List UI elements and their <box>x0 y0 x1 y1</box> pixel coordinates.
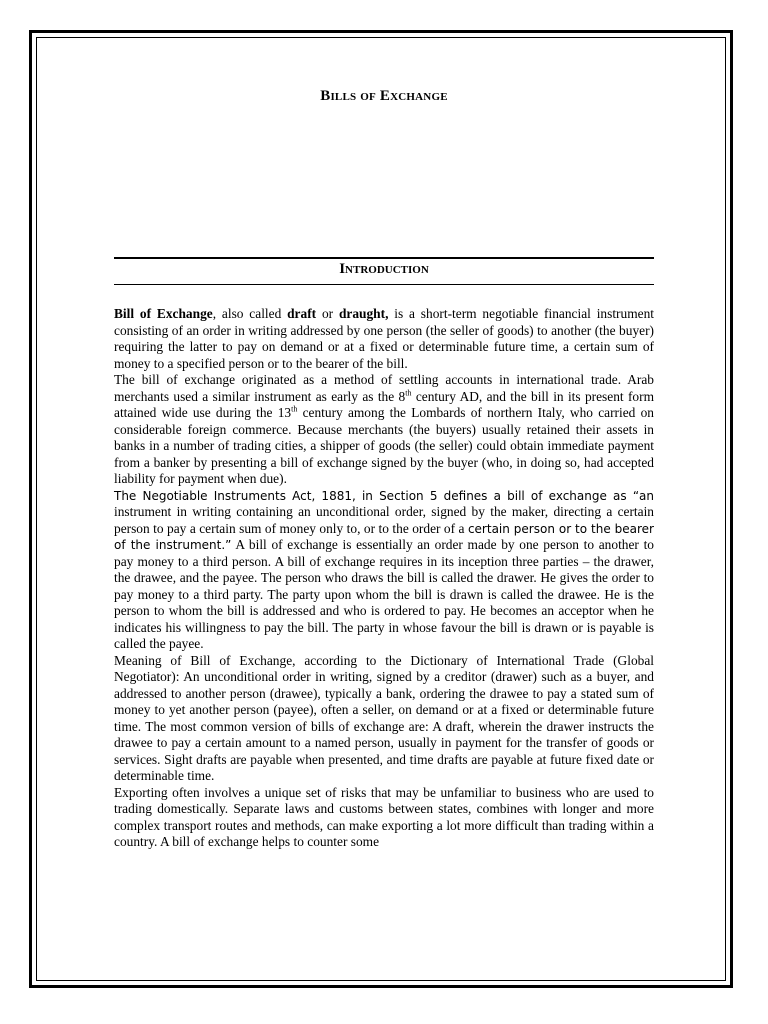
document-title: Bills of Exchange <box>320 88 448 104</box>
paragraph-definition: Bill of Exchange, also called draft or draught, is a short-term negotiable financial instrument consisting of an order in writing addressed by one person (the seller of goods) to another (the buyer) requiring the latter to pay on demand or at a fixed or determinable future time, a certain sum of money to a specified person or to the bearer of the bill. <box>114 306 654 371</box>
paragraph-history: The bill of exchange originated as a method of settling accounts in international trade. Arab merchants used a similar instrument as early as the 8th century AD, and the bill in its present form attained wide use during the 13th century among the Lombards of northern Italy, who carried on considerable foreign commerce. Because merchants (the buyers) usually retained their assets in banks in a number of trading cities, a shipper of goods (the seller) could obtain immediate payment from a banker by presenting a bill of exchange signed by the buyer (who, in doing so, had accepted liability for payment when due). <box>114 372 654 486</box>
section-heading: Introduction <box>339 261 429 277</box>
body-text <box>114 306 654 851</box>
heading-rule-top <box>114 257 654 259</box>
heading-rule-bottom <box>114 284 654 285</box>
term-bill-of-exchange: Bill of Exchange <box>114 306 213 321</box>
paragraph-exporting: Exporting often involves a unique set of risks that may be unfamiliar to business who are used to trading domestically. Separate laws and customs between states, combines with longer and more complex transport routes and methods, can make exporting a lot more difficult than trading within a country. A bill of exchange helps to counter some <box>114 784 654 849</box>
term-draft: draft <box>287 306 317 321</box>
paragraph-legal-definition: The Negotiable Instruments Act, 1881, in Section 5 defines a bill of exchange as “an instrument in writing containing an unconditional order, signed by the maker, directing a certain person to pay a certain sum of money only to, or to the order of a certain person or to the bearer of the instrument.” A bill of exchange is essentially an order made by one person to another to pay money to a third person. A bill of exchange requires in its inception three parties – the drawer, the drawee, and the payee. The person who draws the bill is called the drawer. He gives the order to pay money to a third party. The party upon whom the bill is drawn is called the drawee. He is the person to whom the bill is addressed and who is ordered to pay. He becomes an acceptor when he indicates his willingness to pay the bill. The party in whose favour the bill is drawn or is payable is called the payee. <box>114 488 654 651</box>
paragraph-meaning: Meaning of Bill of Exchange, according to the Dictionary of International Trade (Global Negotiator): An unconditional order in writing, signed by a creditor (drawer) such as a buyer, and addressed to another person (drawee), typically a bank, ordering the drawee to pay a stated sum of money to yet another person (payee), often a seller, on demand or at a fixed or determinable future time. The most common version of bills of exchange are: A draft, wherein the drawer instructs the drawee to pay a certain amount to a named person, usually in payment for the transfer of goods or services. Sight drafts are payable when presented, and time drafts are payable at future fixed date or determinable time. <box>114 652 654 783</box>
term-draught: draught, <box>338 306 389 321</box>
